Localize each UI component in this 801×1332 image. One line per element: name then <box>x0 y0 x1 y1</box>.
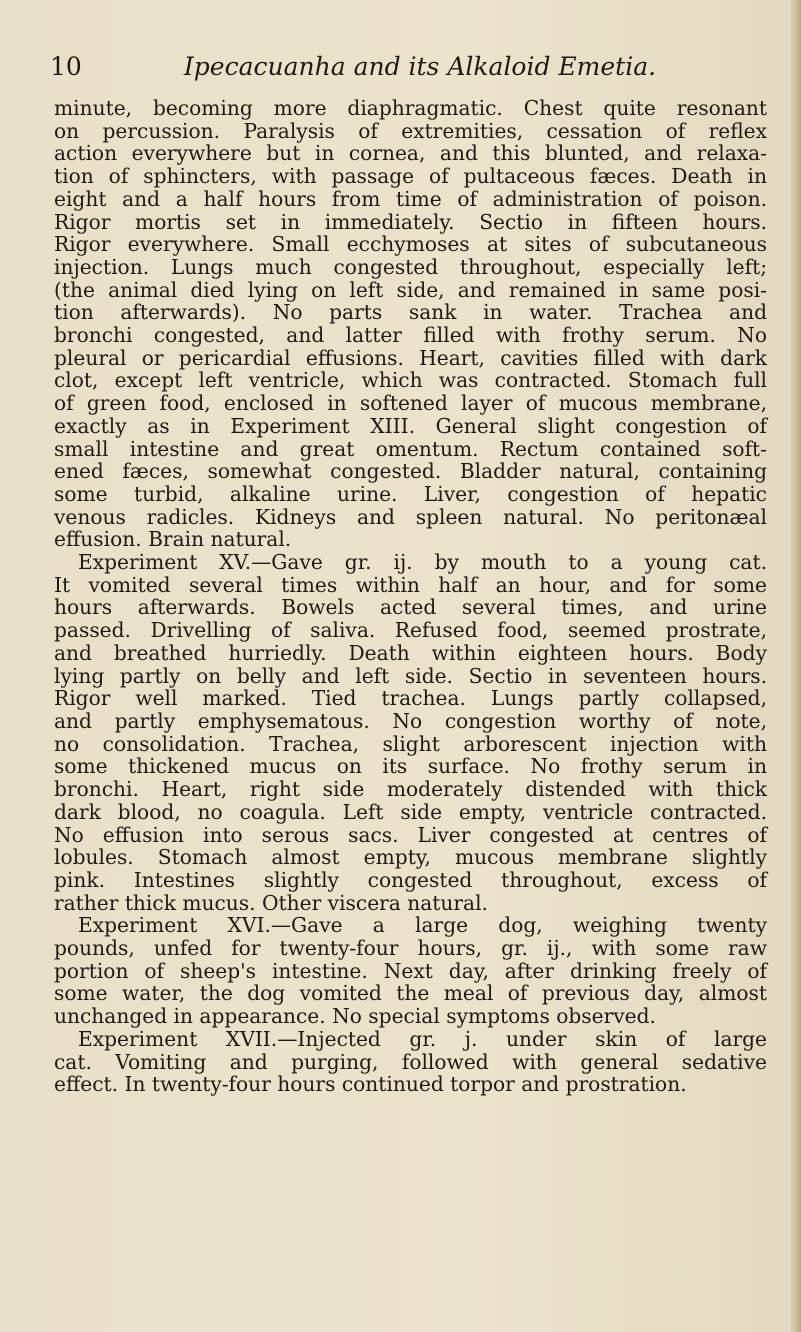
text-line: some water, the dog vomited the meal of previous day, almost <box>54 981 767 1006</box>
text-line: pounds, unfed for twenty-four hours, gr. ij., with some raw <box>54 936 767 961</box>
text-line: small intestine and great omentum. Rectum contained soft- <box>54 436 767 461</box>
paragraph <box>54 914 767 1028</box>
text-line: some turbid, alkaline urine. Liver, congestion of hepatic <box>54 481 767 506</box>
text-line: lying partly on belly and left side. Sectio in seventeen hours. <box>54 663 767 688</box>
text-line: Rigor everywhere. Small ecchymoses at sites of subcutaneous <box>54 232 767 257</box>
page-header <box>50 50 770 84</box>
text-line: tion of sphincters, with passage of pultaceous fæces. Death in <box>54 164 767 189</box>
text-line: tion afterwards). No parts sank in water. Trachea and <box>54 300 767 325</box>
text-line: lobules. Stomach almost empty, mucous membrane slightly <box>54 845 767 870</box>
text-line: effusion. Brain natural. <box>54 527 292 552</box>
paragraph <box>54 97 767 551</box>
text-line: rather thick mucus. Other viscera natural. <box>54 890 488 915</box>
running-title: Ipecacuanha and its Alkaloid Emetia. <box>183 52 657 81</box>
text-line: (the animal died lying on left side, and remained in same posi- <box>54 277 767 302</box>
text-line: eight and a half hours from time of administration of poison. <box>54 186 767 211</box>
text-line: It vomited several times within half an hour, and for some <box>54 572 767 597</box>
text-line: ened fæces, somewhat congested. Bladder natural, containing <box>54 459 767 484</box>
text-line: of green food, enclosed in softened layer of mucous membrane, <box>54 391 767 416</box>
text-line: no consolidation. Trachea, slight arborescent injection with <box>54 731 767 756</box>
text-line: bronchi. Heart, right side moderately distended with thick <box>54 777 767 802</box>
text-line: Experiment XVII.—Injected gr. j. under skin of large <box>78 1026 767 1051</box>
text-line: hours afterwards. Bowels acted several times, and urine <box>54 595 767 620</box>
text-line: venous radicles. Kidneys and spleen natural. No peritonæal <box>54 504 767 529</box>
paragraph <box>54 1028 767 1096</box>
text-line: effect. In twenty-four hours continued torpor and prostration. <box>54 1072 687 1097</box>
text-line: Experiment XVI.—Gave a large dog, weighing twenty <box>78 913 767 938</box>
text-line: action everywhere but in cornea, and this blunted, and relaxa- <box>54 141 767 166</box>
text-line: Rigor mortis set in immediately. Sectio in fifteen hours. <box>54 209 767 234</box>
text-line: unchanged in appearance. No special symptoms observed. <box>54 1004 656 1029</box>
text-line: clot, except left ventricle, which was contracted. Stomach full <box>54 368 767 393</box>
text-line: exactly as in Experiment XIII. General slight congestion of <box>54 413 767 438</box>
page-number: 10 <box>50 52 82 81</box>
text-line: No effusion into serous sacs. Liver congested at centres of <box>54 822 767 847</box>
text-line: portion of sheep's intestine. Next day, after drinking freely of <box>54 958 767 983</box>
text-line: pleural or pericardial effusions. Heart, cavities filled with dark <box>54 345 767 370</box>
text-line: dark blood, no coagula. Left side empty, ventricle contracted. <box>54 799 767 824</box>
text-line: and breathed hurriedly. Death within eighteen hours. Body <box>54 640 767 665</box>
text-line: passed. Drivelling of saliva. Refused food, seemed prostrate, <box>54 618 767 643</box>
paragraph <box>54 551 767 914</box>
page-edge-shadow <box>791 0 801 1332</box>
text-line: and partly emphysematous. No congestion worthy of note, <box>54 708 767 733</box>
text-line: on percussion. Paralysis of extremities, cessation of reflex <box>54 118 767 143</box>
text-line: pink. Intestines slightly congested throughout, excess of <box>54 867 767 892</box>
body-text <box>54 97 767 1096</box>
text-line: Experiment XV.—Gave gr. ij. by mouth to a young cat. <box>78 550 767 575</box>
text-line: bronchi congested, and latter filled with frothy serum. No <box>54 323 767 348</box>
text-line: injection. Lungs much congested throughout, especially left; <box>54 254 767 279</box>
text-line: cat. Vomiting and purging, followed with general sedative <box>54 1049 767 1074</box>
text-line: minute, becoming more diaphragmatic. Chest quite resonant <box>54 96 767 120</box>
text-line: Rigor well marked. Tied trachea. Lungs partly collapsed, <box>54 686 767 711</box>
text-line: some thickened mucus on its surface. No frothy serum in <box>54 754 767 779</box>
